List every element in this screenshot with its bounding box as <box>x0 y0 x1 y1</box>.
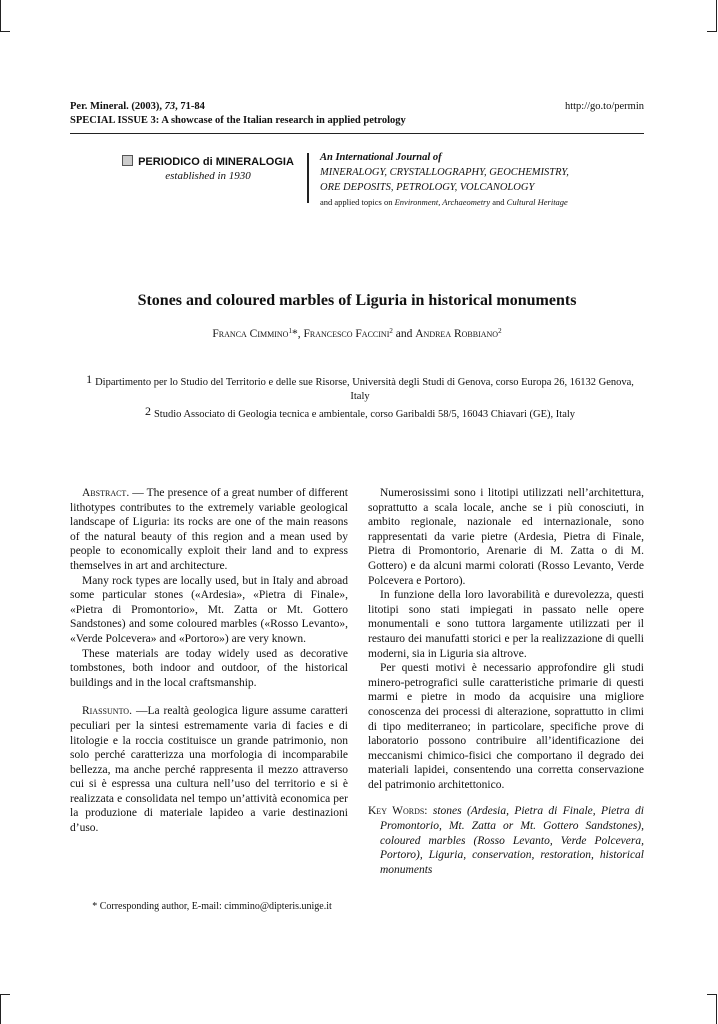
journal-name-line <box>113 155 303 168</box>
crop-mark-bottom-left <box>0 994 1 1024</box>
journal-scope-line4 <box>320 195 650 210</box>
riassunto-p2: Numerosissimi sono i litotipi utilizzati nell’architettura, soprattutto a scala locale, anche se i più conosciuti, in ambito regionale, nazionale ed internazionale, sono rappresentati da varie pietre (Ardesia, Pietra di Finale, Pietra di Promontorio, Arenarie di M. Zatta o di M. Gottero) e da alcuni marmi colorati (Rosso Levanto, Verde Polcevera e Portoro). <box>368 487 644 587</box>
affiliation-2-number: 2 <box>144 404 151 418</box>
article-title: Stones and coloured marbles of Liguria in historical monuments <box>137 292 577 309</box>
abstract-p2: Many rock types are locally used, but in Italy and abroad some particular stones («Ardesia», «Pietra di Finale», «Pietra di Promontorio», Mt. Zatta or Mt. Gottero Sandstones) and some coloured marbles («Rosso Levanto», «Verde Polcevera» and «Portoro») are very known. <box>70 574 348 645</box>
riassunto-label: Riassunto. <box>82 705 132 718</box>
author-list <box>70 327 644 340</box>
header-rule <box>70 133 644 134</box>
corresponding-author-footnote: * Corresponding author, E-mail: cimmino@dipteris.unige.it <box>92 901 332 912</box>
abstract-p1-text: — The presence of a great number of different lithotypes contributes to the extremely variable geological landscape of Liguria: its rocks are one of the main reasons of the natural beauty of this region and a mean used by people to economically exploit their land and to express themselves in art and architecture. <box>70 487 348 572</box>
riassunto-p4: Per questi motivi è necessario approfondire gli studi minero-petrografici sulle caratteristiche primarie di questi marmi e pietre in modo da acquisire una migliore conoscenza dei processi di alterazione, soprattutto in climi di tipo mediterraneo; in particolare, specifiche prove di laboratorio possono contribuire all’identificazione dei meccanismi chimico-fisici che comportano il degrado dei materiali lapidei, consentendo una corretta conservazione del patrimonio architettonico. <box>368 662 644 791</box>
crop-mark-top-right-h <box>707 31 717 32</box>
scope-line4-prefix: and applied topics on <box>320 197 395 207</box>
scope-line4-last: Cultural Heritage <box>506 197 568 207</box>
journal-established: established in 1930 <box>165 170 251 182</box>
journal-scope-line3: ORE DEPOSITS, PETROLOGY, VOLCANOLOGY <box>320 182 535 193</box>
journal-masthead <box>113 155 303 182</box>
author-3: Andrea Robbiano <box>415 328 499 340</box>
author-1: Franca Cimmino <box>212 328 289 340</box>
affiliation-1-number: 1 <box>86 372 93 386</box>
journal-scope-line1: An International Journal of <box>320 152 442 163</box>
author-1-star: *, <box>291 328 304 340</box>
riassunto-p1-text: —La realtà geologica ligure assume caratteri peculiari per la sintesi estremamente varia di facies e di litologie e la roccia costituisce un grande patrimonio, non solo perché caratterizza una morfologia di incomparabile bellezza, ma anche perché rappresenta il mezzo attraverso cui si è espressa una cultura nell’uso del territorio e si è realizzata e consolidata nel tempo un’attività economica per la produzione di materiale lapideo a varie destinazioni d’uso. <box>70 705 348 835</box>
journal-scope-line2: MINERALOGY, CRYSTALLOGRAPHY, GEOCHEMISTRY, <box>320 167 569 178</box>
crop-mark-bottom-right-h <box>707 994 717 995</box>
special-issue-line: SPECIAL ISSUE 3: A showcase of the Italian research in applied petrology <box>70 115 406 126</box>
riassunto-p1 <box>70 704 348 835</box>
citation-volume: 73 <box>164 101 176 112</box>
affiliation-2 <box>85 404 635 422</box>
riassunto-p3: In funzione della loro lavorabilità e durevolezza, questi litotipi sono stati impiegati in passato nelle opere monumentali e sono tuttora largamente utilizzati per il restauro dei manufatti storici e per la realizzazione di quelli moderni, sia in Liguria sia altrove. <box>368 589 644 660</box>
left-column <box>70 486 348 836</box>
journal-url[interactable]: http://go.to/permin <box>564 101 644 112</box>
abstract-label: Abstract. <box>82 487 130 499</box>
affiliation-1 <box>85 372 635 404</box>
affiliation-2-text: Studio Associato di Geologia tecnica e ambientale, corso Garibaldi 58/5, 16043 Chiavari (GE), Italy <box>153 409 576 420</box>
crop-mark-bottom-left-h <box>0 994 10 995</box>
author-3-affil: 2 <box>498 327 502 335</box>
affiliations <box>85 372 635 422</box>
journal-logo-icon <box>122 155 133 166</box>
abstract-p3: These materials are today widely used as decorative tombstones, both indoor and outdoor, of the historical buildings and in the local craftsmanship. <box>70 647 348 689</box>
scope-line4-and: and <box>490 197 507 207</box>
journal-name: PERIODICO di MINERALOGIA <box>138 156 294 168</box>
author-1-affil: 1 <box>288 327 292 335</box>
author-2-affil: 2 <box>389 327 393 335</box>
scope-line4-topics: Environment, Archaeometry <box>394 197 491 207</box>
author-and: and <box>392 328 416 340</box>
citation-prefix: Per. Mineral. (2003), <box>70 101 165 112</box>
crop-mark-bottom-right <box>716 994 717 1024</box>
crop-mark-top-right <box>716 0 717 32</box>
citation-pages: , 71-84 <box>175 101 205 112</box>
abstract-p1 <box>70 486 348 574</box>
keywords <box>368 804 644 877</box>
affiliation-1-text: Dipartimento per lo Studio del Territorio e delle sue Risorse, Università degli Studi di Genova, corso Europa 26, 16132 Genova, Italy <box>95 377 634 402</box>
keywords-text: stones (Ardesia, Pietra di Finale, Pietra di Promontorio, Mt. Zatta or Mt. Gottero Sandstones), coloured marbles (Rosso Levanto, Verde Polcevera, Portoro), Liguria, conservation, restoration, historical monuments <box>380 805 644 876</box>
right-column <box>368 486 644 877</box>
crop-mark-top-left <box>0 0 1 32</box>
crop-mark-top-left-h <box>0 31 10 32</box>
keywords-label: Key Words: <box>368 805 428 818</box>
masthead-divider <box>307 153 309 203</box>
author-2: Francesco Faccini <box>303 328 390 340</box>
journal-scope <box>320 150 650 210</box>
